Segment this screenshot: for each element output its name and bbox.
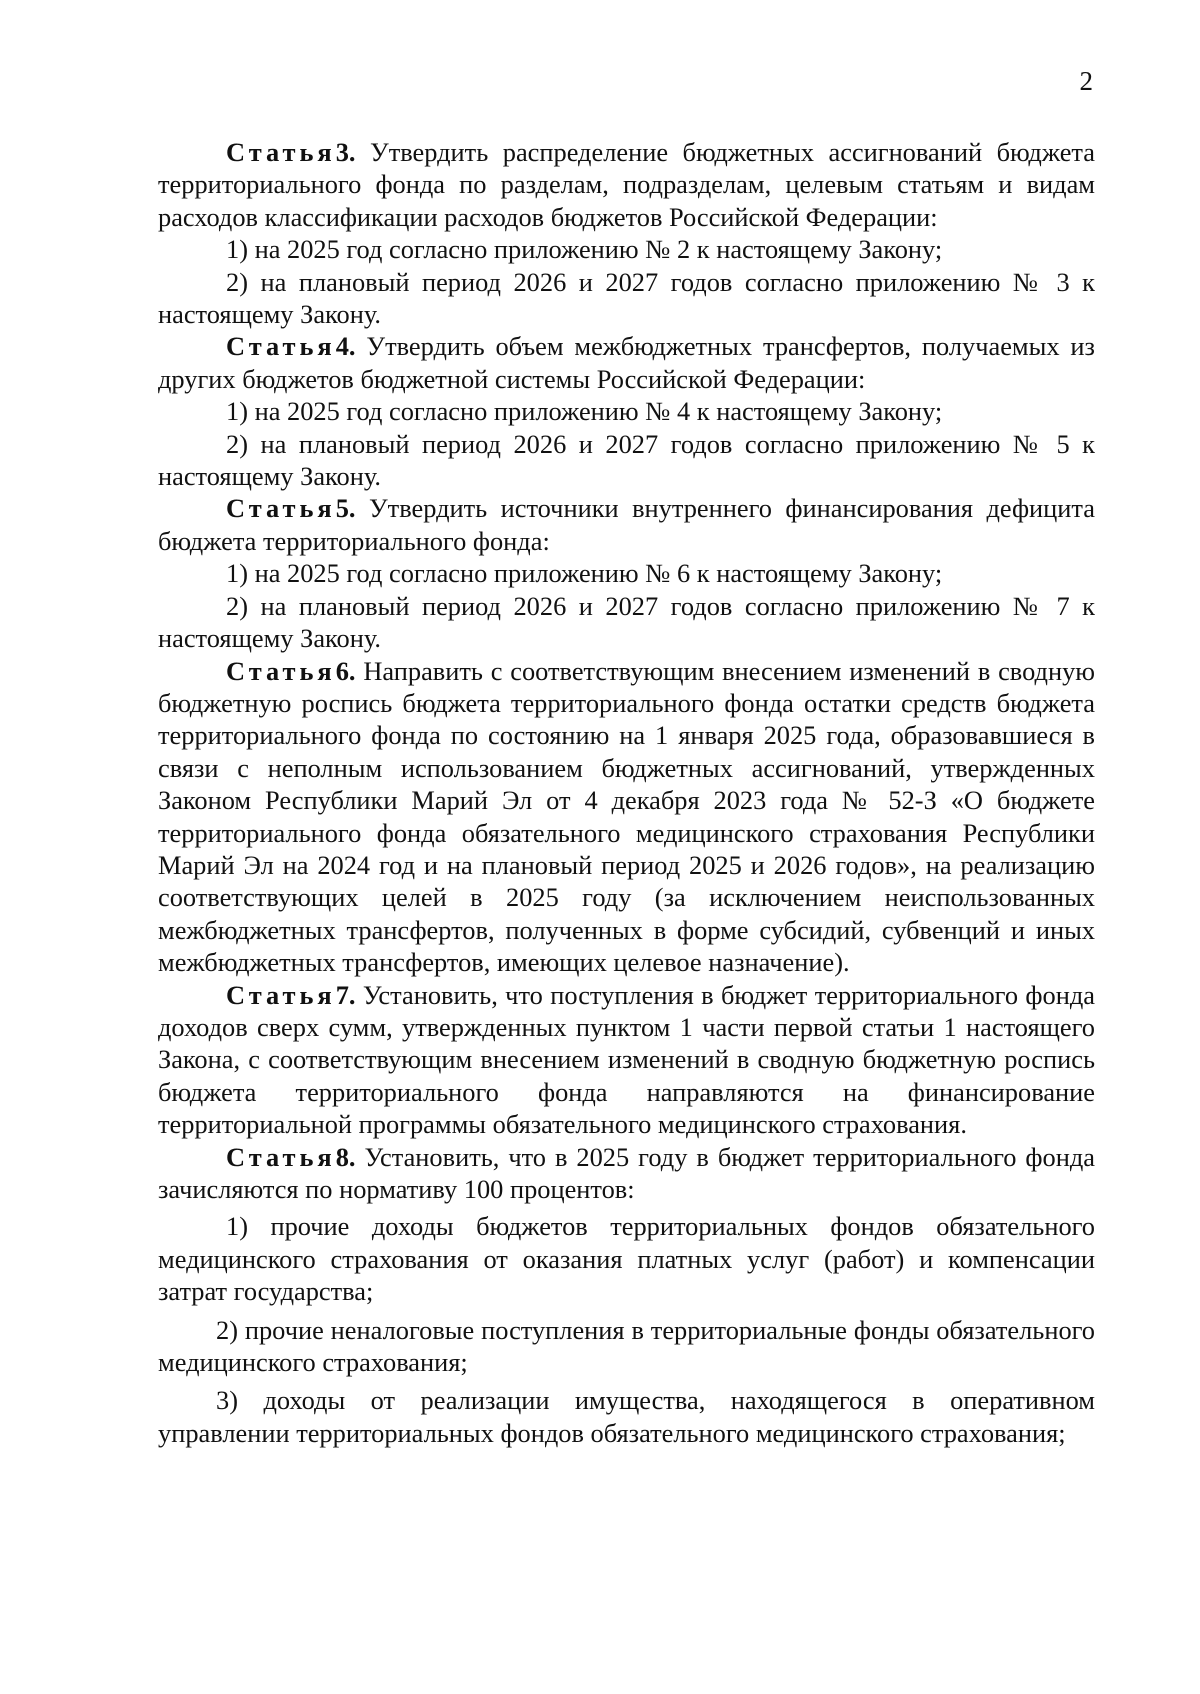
article-6-label: Статья6. xyxy=(226,655,356,686)
article-5 xyxy=(158,492,1095,557)
article-5-item-2: 2) на плановый период 2026 и 2027 годов согласно приложению № 7 к настоящему Закону. xyxy=(158,590,1095,654)
article-7 xyxy=(158,979,1095,1141)
article-8-item-3: 3) доходы от реализации имущества, находящегося в оперативном управлении территориальных фондов обязательного медицинского страхования; xyxy=(158,1385,1095,1448)
article-7-label: Статья7. xyxy=(226,979,356,1010)
article-7-text: Установить, что поступления в бюджет территориального фонда доходов сверх сумм, утвержденных пунктом 1 части первой статьи 1 настоящего Закона, с соответствующим внесением изменений в сводную бюджетную роспись бюджета территориального фонда направляются на финансирование территориальной программы обязательного медицинского страхования. xyxy=(158,979,1095,1140)
page-number: 2 xyxy=(1079,66,1093,96)
article-3-text: Утвердить распределение бюджетных ассигнований бюджета территориального фонда по разделам, подразделам, целевым статьям и видам расходов классификации расходов бюджетов Российской Федерации: xyxy=(158,137,1095,232)
article-8-item-2: 2) прочие неналоговые поступления в территориальные фонды обязательного медицинского страхования; xyxy=(158,1314,1095,1378)
article-8-item-1: 1) прочие доходы бюджетов территориальных фондов обязательного медицинского страхования от оказания платных услуг (работ) и компенсации затрат государства; xyxy=(158,1211,1095,1307)
article-8 xyxy=(158,1141,1095,1206)
article-4 xyxy=(158,330,1095,395)
article-3-item-1: 1) на 2025 год согласно приложению № 2 к настоящему Закону; xyxy=(226,234,943,265)
document-body xyxy=(158,136,1095,1449)
article-3-label: Статья3. xyxy=(226,137,356,167)
article-4-text: Утвердить объем межбюджетных трансфертов, получаемых из других бюджетов бюджетной системы Российской Федерации: xyxy=(158,331,1095,394)
article-8-label: Статья8. xyxy=(226,1141,356,1172)
article-3 xyxy=(158,136,1095,233)
article-5-label: Статья5. xyxy=(226,493,356,524)
article-6 xyxy=(158,655,1095,979)
article-4-label: Статья4. xyxy=(226,331,356,362)
article-6-text: Направить с соответствующим внесением изменений в сводную бюджетную роспись бюджета территориального фонда остатки средств бюджета территориального фонда по состоянию на 1 января 2025 года, образовавшиеся в связи с неполным использованием бюджетных ассигнований, утвержденных Законом Республики Марий Эл от 4 декабря 2023 года № 52-З «О бюджете территориального фонда обязательного медицинского страхования Республики Марий Эл на 2024 год и на плановый период 2025 и 2026 годов», на реализацию соответствующих целей в 2025 году (за исключением неиспользованных межбюджетных трансфертов, полученных в форме субсидий, субвенций и иных межбюджетных трансфертов, имеющих целевое назначение). xyxy=(158,655,1095,978)
article-4-item-1: 1) на 2025 год согласно приложению № 4 к настоящему Закону; xyxy=(226,396,943,427)
article-8-text: Установить, что в 2025 году в бюджет территориального фонда зачисляются по нормативу 100 процентов: xyxy=(158,1141,1095,1204)
article-3-item-2: 2) на плановый период 2026 и 2027 годов согласно приложению № 3 к настоящему Закону. xyxy=(158,266,1095,330)
article-5-item-1: 1) на 2025 год согласно приложению № 6 к настоящему Закону; xyxy=(226,558,943,589)
article-5-text: Утвердить источники внутреннего финансирования дефицита бюджета территориального фонда: xyxy=(158,493,1095,556)
article-4-item-2: 2) на плановый период 2026 и 2027 годов согласно приложению № 5 к настоящему Закону. xyxy=(158,428,1095,492)
